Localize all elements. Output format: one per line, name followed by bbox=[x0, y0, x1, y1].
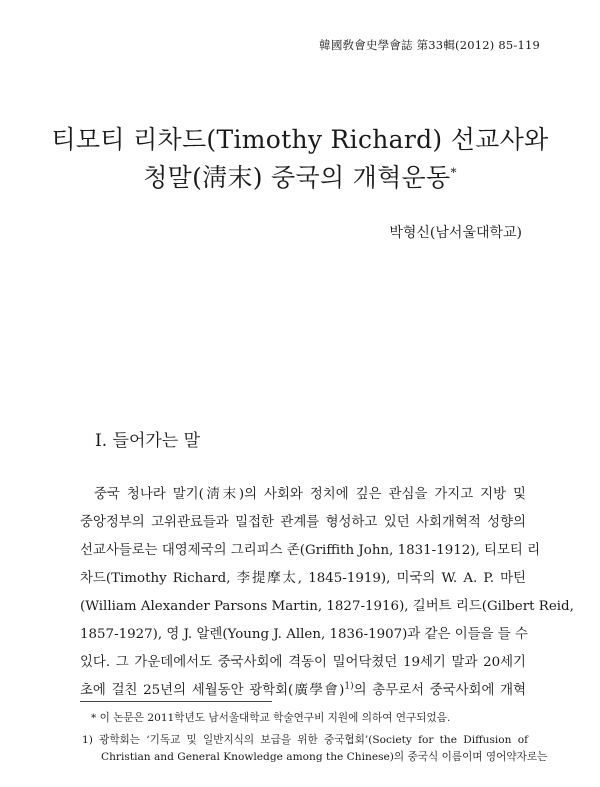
article-title-line-2-text: 청말(淸末) 중국의 개혁운동 bbox=[143, 163, 451, 192]
title-footnote-mark[interactable]: * bbox=[450, 165, 457, 180]
footnote-divider bbox=[80, 701, 272, 702]
author-affiliation: 박형신(남서울대학교) bbox=[389, 225, 522, 241]
body-line: 중앙정부의 고위관료들과 밀접한 관계를 형성하고 있던 사회개혁적 성향의 bbox=[80, 515, 526, 530]
footnote-1-line-1: 1) 광학회는 ‘기독교 및 일반지식의 보급을 위한 중국협회’(Society for the Diffusion of bbox=[82, 734, 528, 746]
article-title-line-1: 티모티 리차드(Timothy Richard) 선교사와 bbox=[51, 125, 549, 154]
body-line: (William Alexander Parsons Martin, 1827-1916), 길버트 리드(Gilbert Reid, bbox=[80, 599, 574, 614]
body-line-last bbox=[80, 681, 526, 701]
footnote-1-line-2: Christian and General Knowledge among the Chinese)의 중국식 이름이며 영어약자로는 bbox=[101, 751, 548, 763]
body-text-segment: 초에 걸친 25년의 세월동안 광학회(廣學會) bbox=[80, 683, 345, 698]
body-line: 차드(Timothy Richard, 李提摩太, 1845-1919), 미국의 W. A. P. 마틴 bbox=[80, 571, 526, 586]
body-line: 중국 청나라 말기(淸末)의 사회와 정치에 깊은 관심을 가지고 지방 및 bbox=[94, 487, 526, 502]
section-heading: Ⅰ. 들어가는 말 bbox=[95, 431, 201, 451]
body-text-segment: 의 총무로서 중국사회에 개혁 bbox=[353, 683, 527, 698]
running-header: 韓國敎會史學會誌 第33輯(2012) 85-119 bbox=[319, 38, 540, 52]
footnote-star: * 이 논문은 2011학년도 남서울대학교 학술연구비 지원에 의하여 연구되었음. bbox=[91, 712, 451, 724]
body-line: 1857-1927), 영 J. 알렌(Young J. Allen, 1836-1907)과 같은 이들을 들 수 bbox=[80, 627, 528, 642]
body-line: 선교사들로는 대영제국의 그리피스 존(Griffith John, 1831-1912), 티모티 리 bbox=[80, 543, 541, 558]
body-line: 있다. 그 가운데에서도 중국사회에 격동이 밀어닥쳤던 19세기 말과 20세기 bbox=[80, 655, 526, 670]
footnote-reference-1[interactable]: 1) bbox=[344, 681, 354, 692]
article-title-line-2 bbox=[0, 158, 600, 194]
